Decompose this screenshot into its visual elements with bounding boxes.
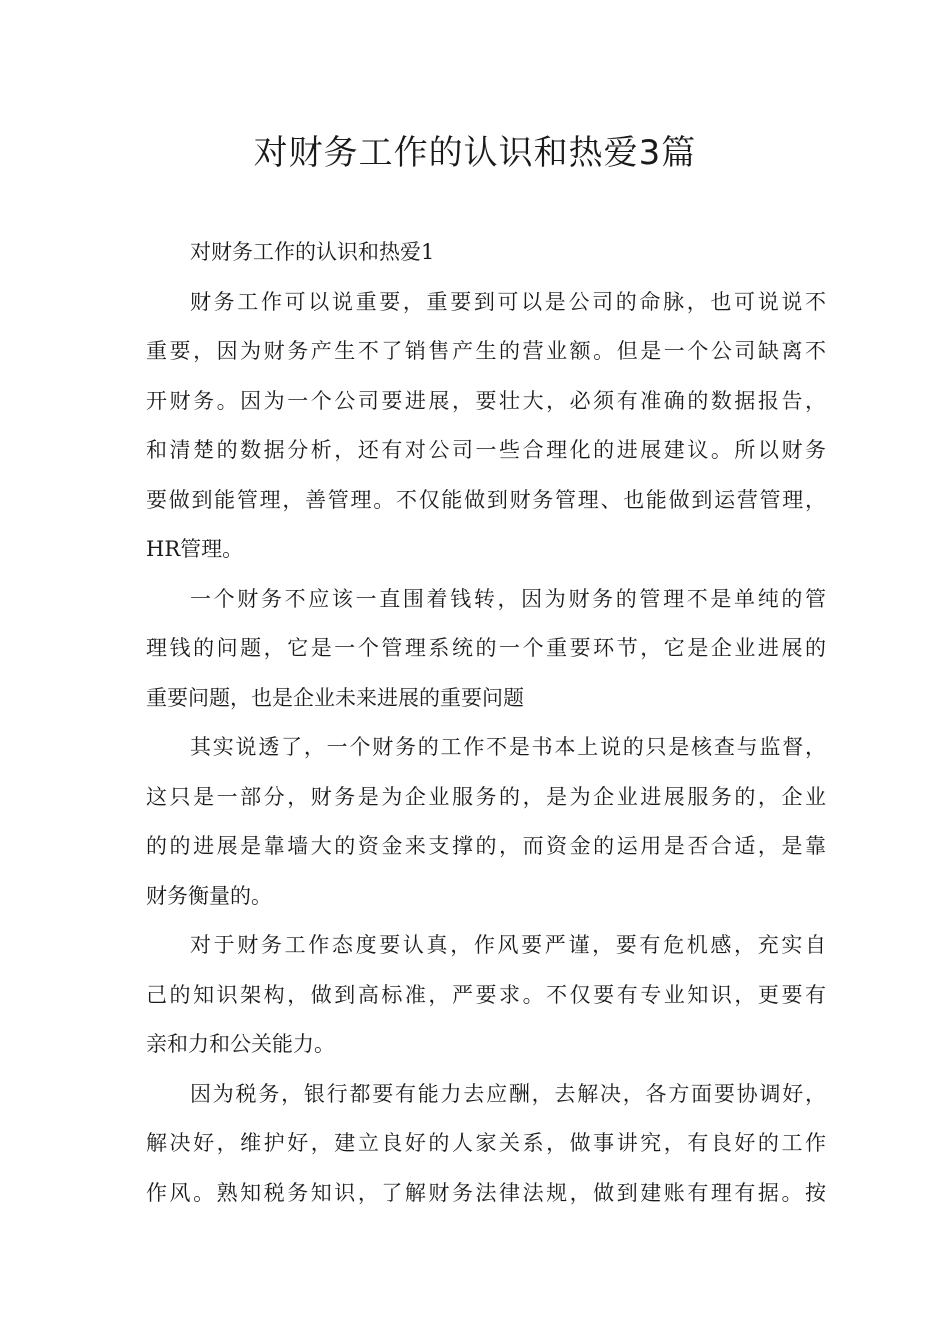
text-line: 重要问题，也是企业未来进展的重要问题 [146,685,524,710]
text-line: 其实说透了，一个财务的工作不是书本上说的只是核查与监督， [190,735,826,759]
document-title: 对财务工作的认识和热爱3篇 [253,133,697,173]
section-heading [146,228,826,278]
text-line: 财务衡量的。 [146,883,272,908]
document-body [146,228,826,1218]
text-line: 因为税务，银行都要有能力去应酬，去解决，各方面要协调好， [190,1081,826,1106]
text-line: 要做到能管理，善管理。不仅能做到财务管理、也能做到运营管理， [146,487,826,512]
text-line: HR管理。 [146,537,244,561]
text-line: 亲和力和公关能力。 [146,1032,335,1056]
text-line: 作风。熟知税务知识，了解财务法律法规，做到建账有理有据。按 [146,1180,826,1205]
text-line: 和清楚的数据分析，还有对公司一些合理化的进展建议。所以财务 [146,438,826,462]
text-line: 一个财务不应该一直围着钱转，因为财务的管理不是单纯的管 [190,586,826,611]
text-line: 理钱的问题，它是一个管理系统的一个重要环节，它是企业进展的 [146,636,826,660]
paragraph [146,723,826,921]
text-line: 对财务工作的认识和热爱1 [190,240,435,264]
text-line: 开财务。因为一个公司要进展，要壮大，必须有准确的数据报告， [146,388,826,413]
text-line: 财务工作可以说重要，重要到可以是公司的命脉，也可说说不 [190,289,826,314]
text-line: 的的进展是靠墙大的资金来支撑的，而资金的运用是否合适，是靠 [146,834,826,858]
paragraph [146,921,826,1070]
text-line: 对于财务工作态度要认真，作风要严谨，要有危机感，充实自 [190,933,826,957]
paragraph [146,575,826,724]
paragraph [146,278,826,575]
text-line: 解决好，维护好，建立良好的人家关系，做事讲究，有良好的工作 [146,1131,826,1155]
text-line: 己的知识架构，做到高标准，严要求。不仅要有专业知识，更要有 [146,982,826,1007]
paragraph [146,1070,826,1219]
text-line: 这只是一部分，财务是为企业服务的，是为企业进展服务的，企业 [146,784,826,809]
text-line: 重要，因为财务产生不了销售产生的营业额。但是一个公司缺离不 [146,339,826,363]
